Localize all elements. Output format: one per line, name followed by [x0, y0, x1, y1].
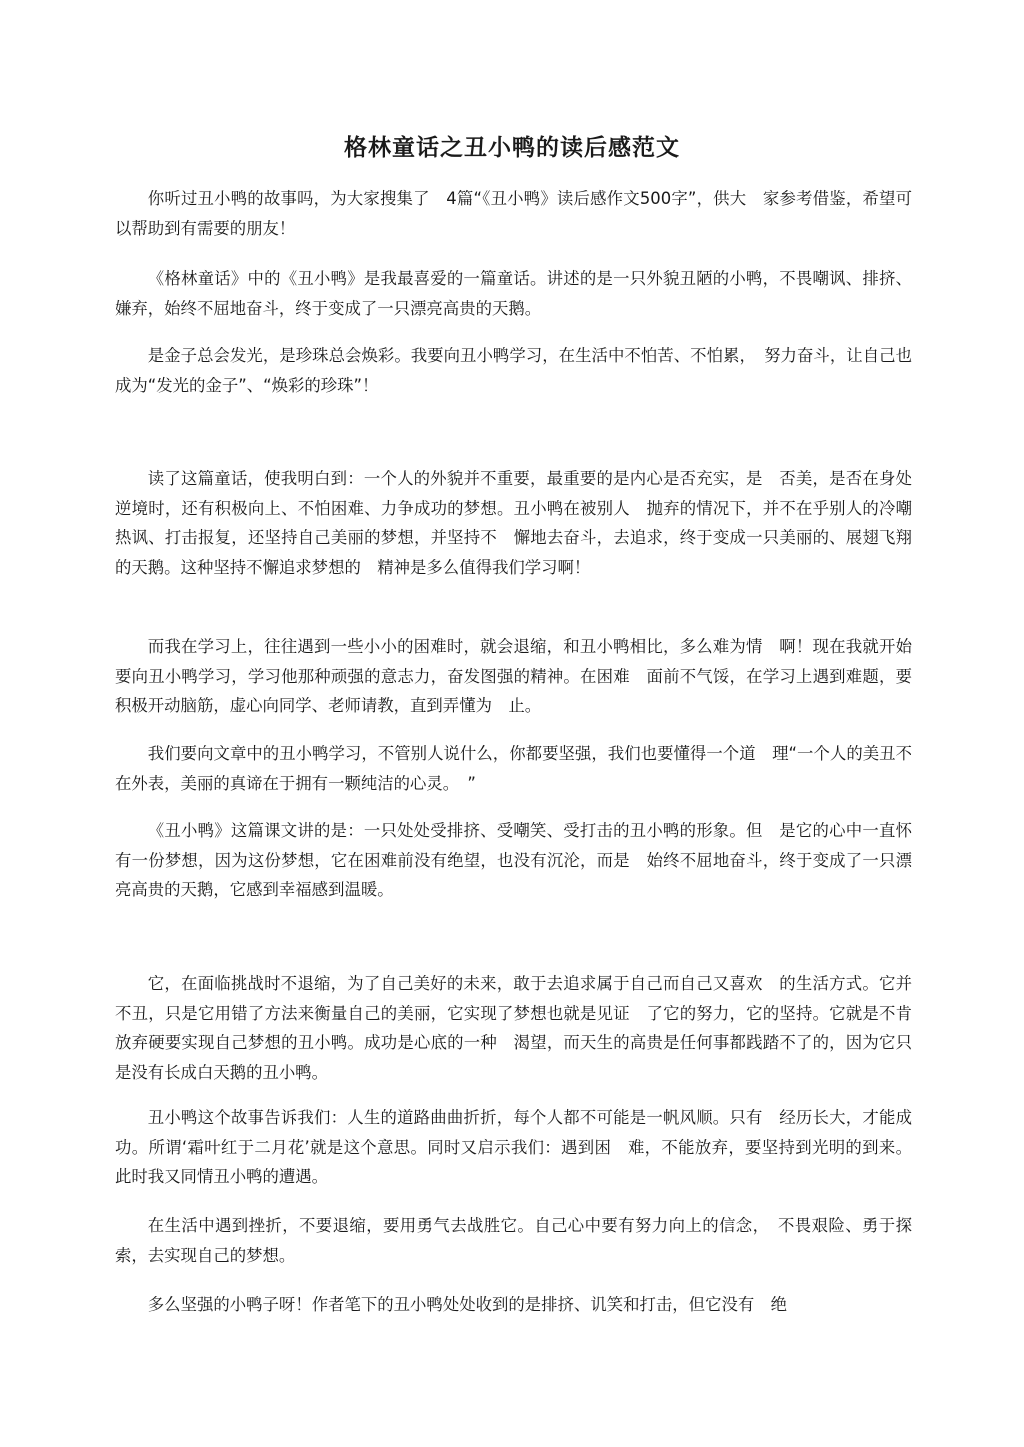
paragraph-story-tells: 丑小鸭这个故事告诉我们：人生的道路曲曲折折，每个人都不可能是一帆风顺。只有 经历长大，才能成功。所谓‘霜叶红于二月花’就是这个意思。同时又启示我们：遇到困 难，不能放弃，要坚持到光明的到来。此时我又同情丑小鸭的遭遇。 — [115, 1108, 912, 1186]
paragraph-intro: 你听过丑小鸭的故事吗，为大家搜集了 4篇“《丑小鸭》读后感作文500字”，供大 家参考借鉴，希望可以帮助到有需要的朋友！ — [115, 189, 912, 238]
paragraph-lesson: 读了这篇童话，使我明白到：一个人的外貌并不重要，最重要的是内心是否充实，是 否美，是否在身处逆境时，还有积极向上、不怕困难、力争成功的梦想。丑小鸭在被别人 抛弃的情况下，并不在乎别人的冷嘲热讽、打击报复，还坚持自己美丽的梦想，并坚持不 懈地去奋斗，去追求，终于变成一只美丽的、展翅飞翔的天鹅。这种坚持不懈追求梦想的 精神是多么值得我们学习啊！ — [115, 469, 912, 577]
paragraph-gold: 是金子总会发光，是珍珠总会焕彩。我要向丑小鸭学习，在生活中不怕苦、不怕累， 努力奋斗，让自己也成为“发光的金子”、“焕彩的珍珠”！ — [115, 346, 912, 395]
paragraph-study: 而我在学习上，往往遇到一些小小的困难时，就会退缩，和丑小鸭相比，多么难为情 啊！现在我就开始要向丑小鸭学习，学习他那种顽强的意志力，奋发图强的精神。在困难 面前不气馁，在学习上遇到难题，要积极开动脑筋，虚心向同学、老师请教，直到弄懂为 止。 — [115, 637, 912, 715]
paragraph-learn: 我们要向文章中的丑小鸭学习，不管别人说什么，你都要坚强，我们也要懂得一个道 理“一个人的美丑不在外表，美丽的真谛在于拥有一颗纯洁的心灵。 ” — [115, 744, 912, 793]
paragraph-textbook: 《丑小鸭》这篇课文讲的是：一只处处受排挤、受嘲笑、受打击的丑小鸭的形象。但 是它的心中一直怀有一份梦想，因为这份梦想，它在困难前没有绝望，也没有沉沦，而是 始终不屈地奋斗，终于变成了一只漂亮高贵的天鹅，它感到幸福感到温暖。 — [115, 821, 912, 899]
document-title: 格林童话之丑小鸭的读后感范文 — [344, 134, 680, 161]
paragraph-challenge: 它，在面临挑战时不退缩，为了自己美好的未来，敢于去追求属于自己而自己又喜欢 的生活方式。它并不丑，只是它用错了方法来衡量自己的美丽，它实现了梦想也就是见证 了它的努力，它的坚持。它就是不肯放弃硬要实现自己梦想的丑小鸭。成功是心底的一种 渴望，而天生的高贵是任何事都践踏不了的，因为它只是没有长成白天鹅的丑小鸭。 — [115, 974, 912, 1082]
paragraph-strong-duckling: 多么坚强的小鸭子呀！作者笔下的丑小鸭处处收到的是排挤、讥笑和打击，但它没有 绝 — [147, 1295, 788, 1314]
paragraph-summary: 《格林童话》中的《丑小鸭》是我最喜爱的一篇童话。讲述的是一只外貌丑陋的小鸭，不畏嘲讽、排挤、嫌弃，始终不屈地奋斗，终于变成了一只漂亮高贵的天鹅。 — [115, 269, 912, 318]
paragraph-setbacks: 在生活中遇到挫折，不要退缩，要用勇气去战胜它。自己心中要有努力向上的信念， 不畏艰险、勇于探索，去实现自己的梦想。 — [115, 1216, 912, 1265]
